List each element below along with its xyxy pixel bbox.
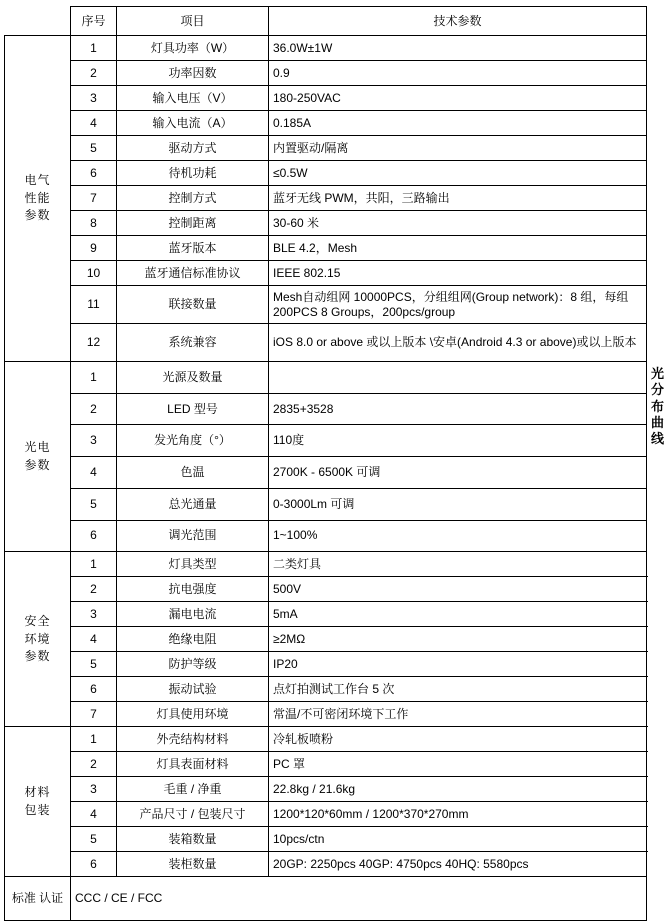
row-no: 8 xyxy=(71,211,117,236)
row-item: 光源及数量 xyxy=(117,362,269,394)
certification-label: 标准 认证 xyxy=(5,877,71,921)
row-item: 驱动方式 xyxy=(117,136,269,161)
group-label-electrical: 电气 性能 参数 xyxy=(5,36,71,362)
certification-row xyxy=(5,877,647,921)
row-value: IP20 xyxy=(269,652,647,677)
row-no: 3 xyxy=(71,425,117,457)
table-row xyxy=(5,627,647,652)
certification-value: CCC / CE / FCC xyxy=(71,877,647,921)
table-row xyxy=(5,61,647,86)
row-no: 2 xyxy=(71,393,117,425)
row-item: 灯具类型 xyxy=(117,552,269,577)
row-item: 毛重 / 净重 xyxy=(117,777,269,802)
row-no: 2 xyxy=(71,752,117,777)
row-no: 6 xyxy=(71,677,117,702)
table-row xyxy=(5,136,647,161)
table-row xyxy=(5,752,647,777)
table-row xyxy=(5,702,647,727)
row-item: 待机功耗 xyxy=(117,161,269,186)
row-value: 内置驱动/隔离 xyxy=(269,136,647,161)
row-value: 1200*120*60mm / 1200*370*270mm xyxy=(269,802,647,827)
row-item: 调光范围 xyxy=(117,520,269,552)
row-value: 冷轧板喷粉 xyxy=(269,727,647,752)
row-value: 0.185A xyxy=(269,111,647,136)
row-no: 3 xyxy=(71,86,117,111)
row-no: 1 xyxy=(71,36,117,61)
row-value: 常温/不可密闭环境下工作 xyxy=(269,702,647,727)
row-item: 发光角度（°） xyxy=(117,425,269,457)
table-row xyxy=(5,186,647,211)
row-no: 10 xyxy=(71,261,117,286)
row-item: 装箱数量 xyxy=(117,827,269,852)
row-item: 蓝牙版本 xyxy=(117,236,269,261)
row-no: 4 xyxy=(71,627,117,652)
table-row xyxy=(5,211,647,236)
row-value: 36.0W±1W xyxy=(269,36,647,61)
row-value: Mesh自动组网 10000PCS，分组组网(Group network)：8 组，每组 200PCS 8 Groups，200pcs/group xyxy=(269,286,647,324)
row-item: 输入电流（A） xyxy=(117,111,269,136)
row-value: 2835+3528 xyxy=(269,393,647,425)
row-item: 振动试验 xyxy=(117,677,269,702)
row-no: 7 xyxy=(71,702,117,727)
row-item: 装柜数量 xyxy=(117,852,269,877)
row-value: 30-60 米 xyxy=(269,211,647,236)
table-row xyxy=(5,520,647,552)
row-no: 4 xyxy=(71,457,117,489)
row-no: 6 xyxy=(71,520,117,552)
row-item: 灯具表面材料 xyxy=(117,752,269,777)
table-row xyxy=(5,602,647,627)
row-item: 灯具功率（W） xyxy=(117,36,269,61)
row-item: 总光通量 xyxy=(117,488,269,520)
table-row xyxy=(5,324,647,362)
row-value: ≤0.5W xyxy=(269,161,647,186)
group-label-safety: 安全 环境 参数 xyxy=(5,552,71,727)
table-row xyxy=(5,677,647,702)
row-item: 绝缘电阻 xyxy=(117,627,269,652)
row-value xyxy=(269,362,647,394)
table-row xyxy=(5,652,647,677)
row-value: PC 罩 xyxy=(269,752,647,777)
row-item: 灯具使用环境 xyxy=(117,702,269,727)
row-item: 系统兼容 xyxy=(117,324,269,362)
row-no: 3 xyxy=(71,602,117,627)
group-label-material: 材料 包装 xyxy=(5,727,71,877)
header-value: 技术参数 xyxy=(269,7,647,36)
row-item: 控制方式 xyxy=(117,186,269,211)
table-row xyxy=(5,827,647,852)
row-value: 蓝牙无线 PWM，共阳，三路输出 xyxy=(269,186,647,211)
table-row: 光电 参数 1 光源及数量 光分布曲线 xyxy=(5,362,647,394)
row-item: LED 型号 xyxy=(117,393,269,425)
row-item: 产品尺寸 / 包装尺寸 xyxy=(117,802,269,827)
row-value: 1~100% xyxy=(269,520,647,552)
specification-table xyxy=(4,6,664,921)
row-no: 2 xyxy=(71,577,117,602)
row-item: 漏电电流 xyxy=(117,602,269,627)
row-value: IEEE 802.15 xyxy=(269,261,647,286)
row-value: iOS 8.0 or above 或以上版本 \安卓(Android 4.3 or above)或以上版本 xyxy=(269,324,647,362)
group-label-photoelectric: 光电 参数 xyxy=(5,362,71,552)
row-value: 二类灯具 xyxy=(269,552,647,577)
header-blank xyxy=(5,7,71,36)
table-row xyxy=(5,577,647,602)
table-row xyxy=(5,727,647,752)
row-value: 10pcs/ctn xyxy=(269,827,647,852)
row-no: 6 xyxy=(71,161,117,186)
row-no: 4 xyxy=(71,802,117,827)
row-value: 110度 xyxy=(269,425,647,457)
table-row xyxy=(5,425,647,457)
row-no: 9 xyxy=(71,236,117,261)
row-no: 6 xyxy=(71,852,117,877)
row-value: BLE 4.2，Mesh xyxy=(269,236,647,261)
row-item: 色温 xyxy=(117,457,269,489)
row-value: 20GP: 2250pcs 40GP: 4750pcs 40HQ: 5580pcs xyxy=(269,852,647,877)
row-no: 1 xyxy=(71,727,117,752)
header-no: 序号 xyxy=(71,7,117,36)
row-item: 防护等级 xyxy=(117,652,269,677)
table-row xyxy=(5,161,647,186)
row-item: 抗电强度 xyxy=(117,577,269,602)
table-header-row xyxy=(5,7,647,36)
table-row xyxy=(5,488,647,520)
row-no: 1 xyxy=(71,362,117,394)
row-no: 3 xyxy=(71,777,117,802)
table-row xyxy=(5,552,647,577)
table-row xyxy=(5,236,647,261)
row-no: 2 xyxy=(71,61,117,86)
row-item: 输入电压（V） xyxy=(117,86,269,111)
table-row xyxy=(5,86,647,111)
row-value: 22.8kg / 21.6kg xyxy=(269,777,647,802)
row-no: 11 xyxy=(71,286,117,324)
row-value: 点灯拍测试工作台 5 次 xyxy=(269,677,647,702)
row-item: 功率因数 xyxy=(117,61,269,86)
table-row xyxy=(5,36,647,61)
table-row xyxy=(5,261,647,286)
table-row xyxy=(5,111,647,136)
row-value: 0-3000Lm 可调 xyxy=(269,488,647,520)
row-value: 500V xyxy=(269,577,647,602)
row-value: 0.9 xyxy=(269,61,647,86)
row-value: ≥2MΩ xyxy=(269,627,647,652)
row-no: 5 xyxy=(71,136,117,161)
table-row xyxy=(5,777,647,802)
row-no: 5 xyxy=(71,488,117,520)
row-value: 5mA xyxy=(269,602,647,627)
row-item: 蓝牙通信标准协议 xyxy=(117,261,269,286)
row-no: 7 xyxy=(71,186,117,211)
table-row xyxy=(5,852,647,877)
table-row xyxy=(5,802,647,827)
row-no: 5 xyxy=(71,652,117,677)
table-row xyxy=(5,457,647,489)
header-item: 项目 xyxy=(117,7,269,36)
row-no: 5 xyxy=(71,827,117,852)
table-row xyxy=(5,286,647,324)
row-value: 180-250VAC xyxy=(269,86,647,111)
row-value: 2700K - 6500K 可调 xyxy=(269,457,647,489)
row-item: 外壳结构材料 xyxy=(117,727,269,752)
row-no: 1 xyxy=(71,552,117,577)
table-row xyxy=(5,393,647,425)
row-item: 联接数量 xyxy=(117,286,269,324)
row-no: 12 xyxy=(71,324,117,362)
row-item: 控制距离 xyxy=(117,211,269,236)
row-no: 4 xyxy=(71,111,117,136)
